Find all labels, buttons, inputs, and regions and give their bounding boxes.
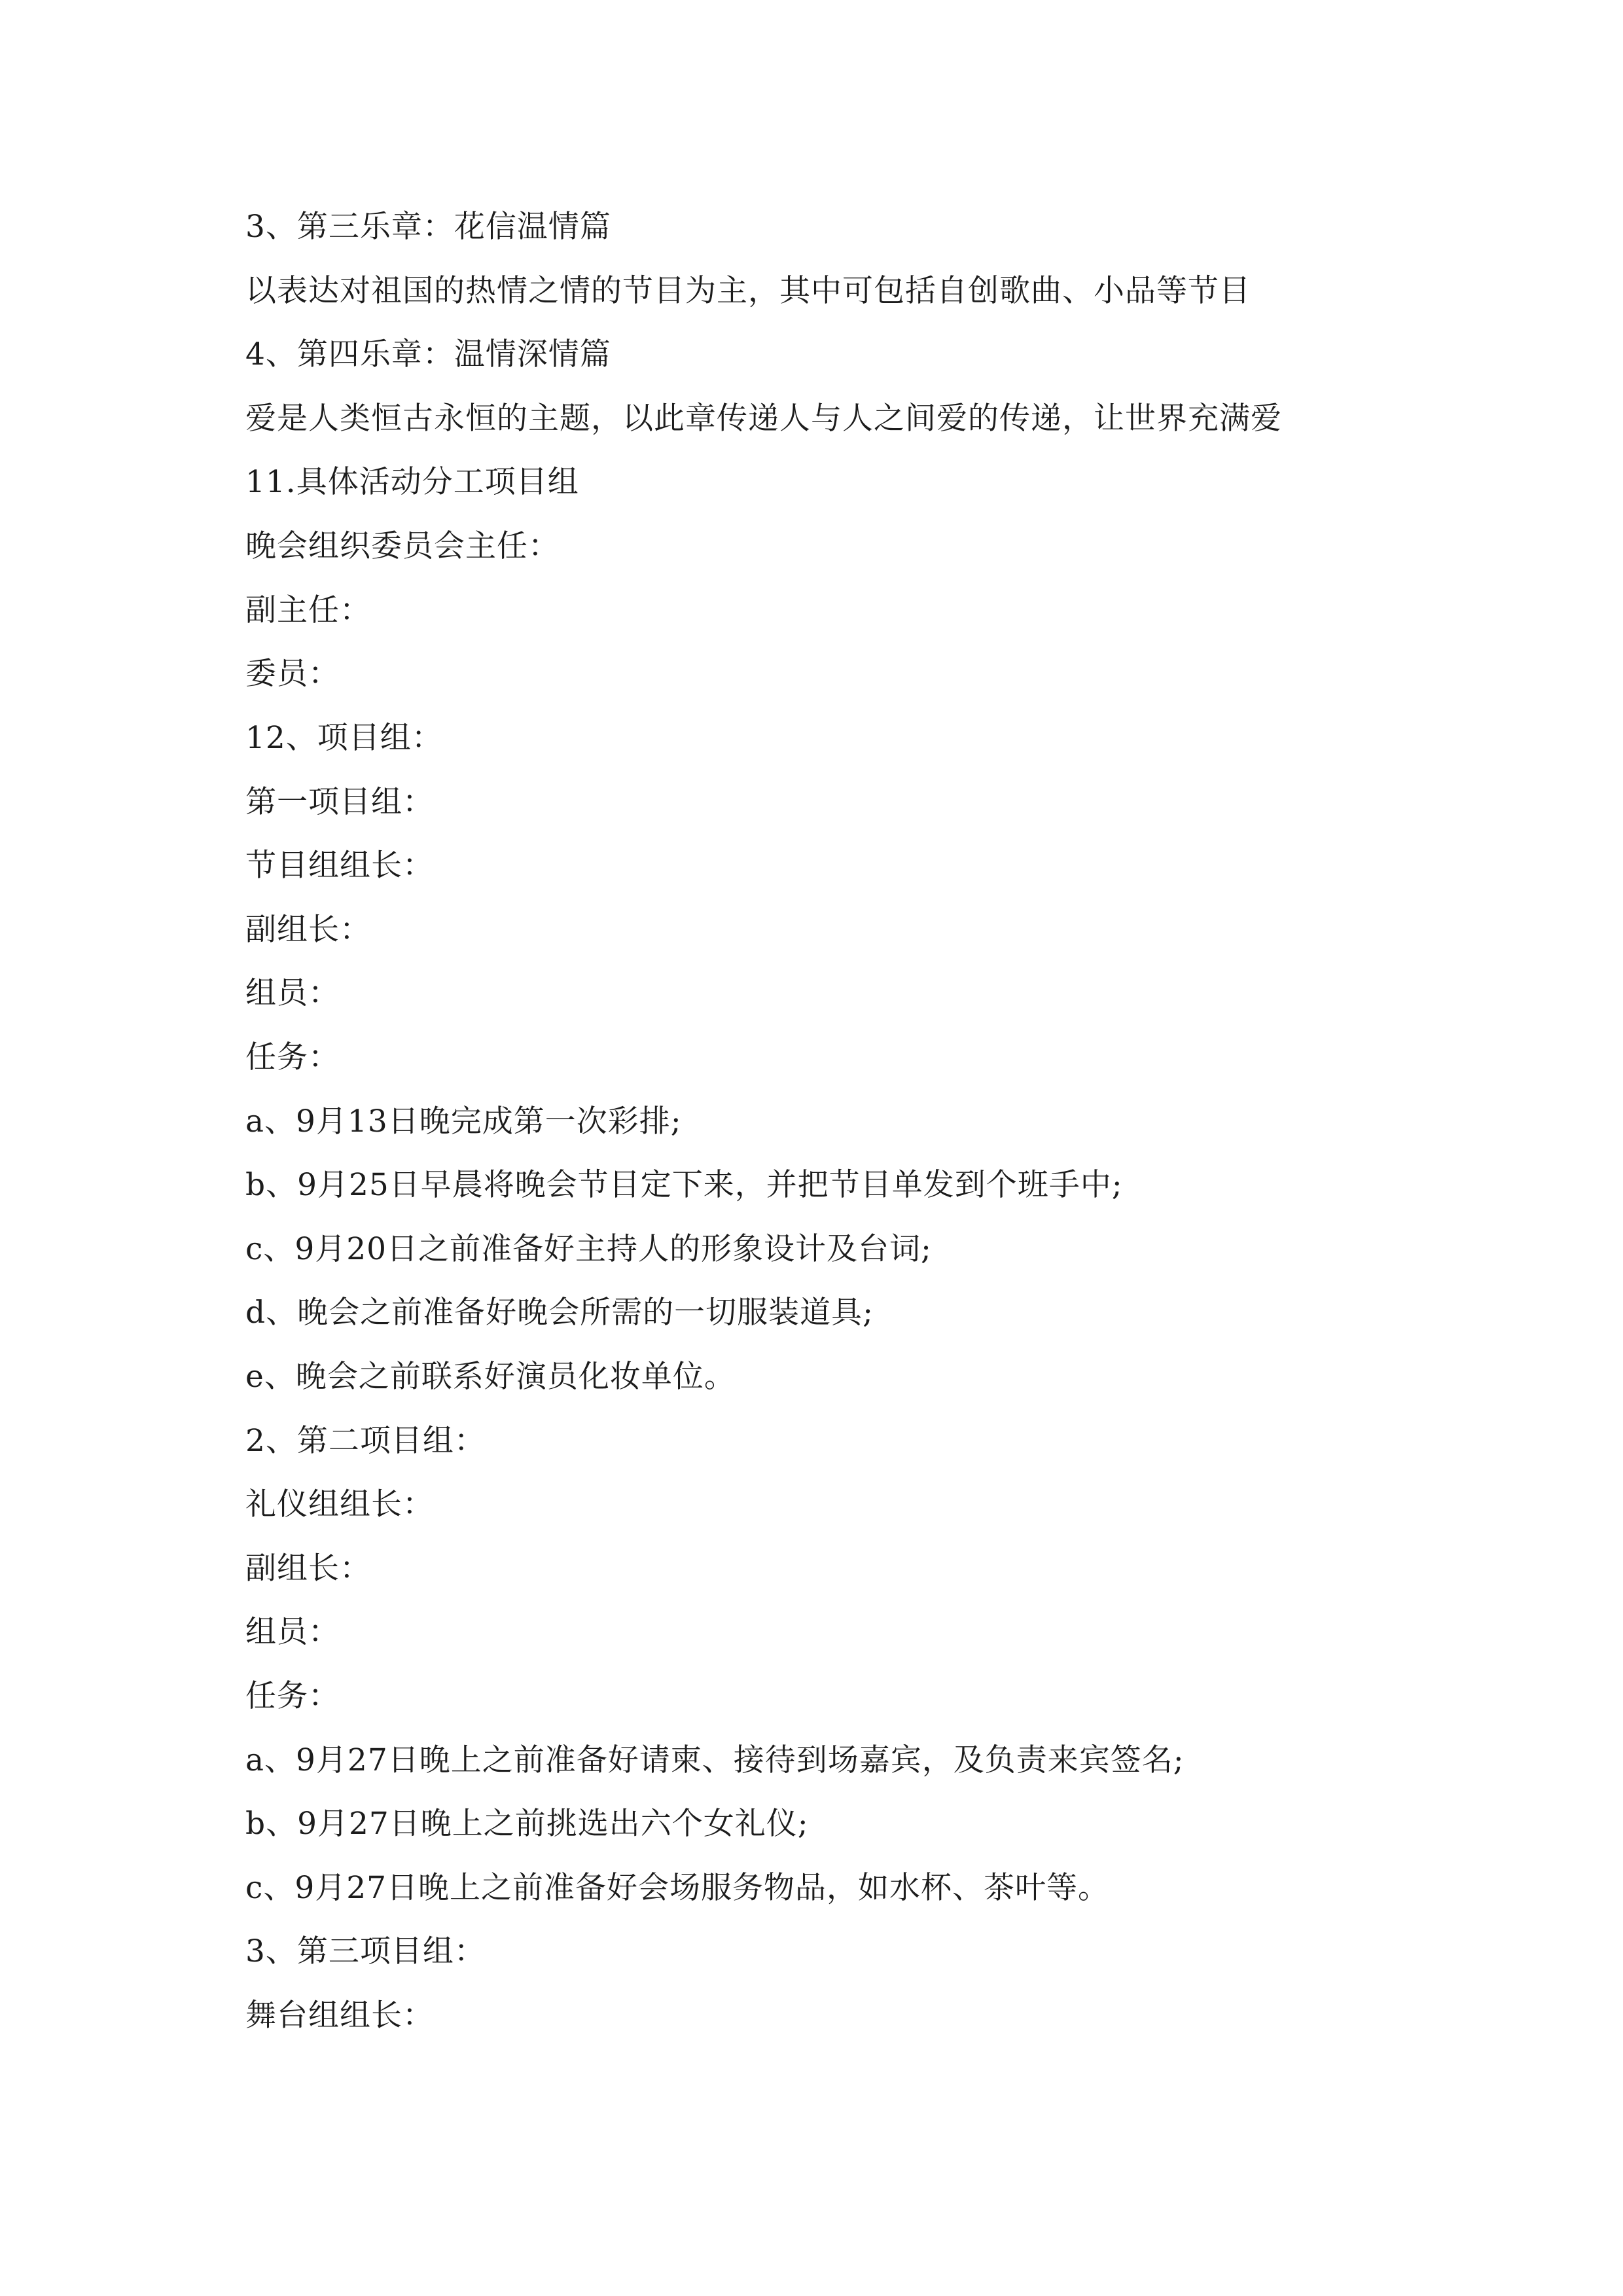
group-1-leader-line: 节目组组长： [245, 848, 434, 884]
group-1-members-line: 组员： [245, 975, 340, 1011]
group-1-task-e: e、晚会之前联系好演员化妆单位。 [245, 1359, 736, 1395]
group-2-task-b: b、9月27日晚上之前挑选出六个女礼仪; [245, 1806, 809, 1842]
group-1-task-d: d、晚会之前准备好晚会所需的一切服装道具; [245, 1295, 874, 1331]
group-1-task-c: c、9月20日之前准备好主持人的形象设计及台词; [245, 1231, 932, 1267]
committee-members-line: 委员： [245, 656, 340, 692]
group-1-task-a: a、9月13日晚完成第一次彩排; [245, 1103, 682, 1139]
group-1-task-b: b、9月25日早晨将晚会节目定下来，并把节目单发到个班手中; [245, 1167, 1123, 1203]
group-3-leader-line: 舞台组组长： [245, 1998, 434, 2034]
group-3-heading: 3、第三项目组： [245, 1933, 486, 1969]
section-heading-movement-3: 3、第三乐章：花信温情篇 [245, 209, 611, 245]
group-2-deputy-line: 副组长： [245, 1551, 371, 1587]
committee-director-line: 晚会组织委员会主任： [245, 528, 560, 564]
group-1-tasks-label: 任务： [245, 1039, 340, 1075]
group-2-tasks-label: 任务： [245, 1678, 340, 1714]
group-1-deputy-line: 副组长： [245, 912, 371, 948]
group-2-heading: 2、第二项目组： [245, 1423, 486, 1459]
group-2-task-c: c、9月27日晚上之前准备好会场服务物品，如水杯、茶叶等。 [245, 1870, 1110, 1906]
paragraph-movement-3: 以表达对祖国的热情之情的节目为主，其中可包括自创歌曲、小品等节目 [245, 273, 1251, 309]
paragraph-movement-4: 爱是人类恒古永恒的主题，以此章传递人与人之间爱的传递，让世界充满爱 [245, 401, 1282, 437]
section-heading-division: 11.具体活动分工项目组 [245, 464, 579, 500]
group-2-members-line: 组员： [245, 1614, 340, 1650]
group-1-heading: 第一项目组： [245, 784, 434, 820]
section-heading-movement-4: 4、第四乐章：温情深情篇 [245, 336, 611, 372]
group-2-leader-line: 礼仪组组长： [245, 1486, 434, 1522]
committee-deputy-line: 副主任： [245, 592, 371, 628]
section-heading-project-groups: 12、项目组： [245, 720, 443, 756]
group-2-task-a: a、9月27日晚上之前准备好请柬、接待到场嘉宾，及负责来宾签名; [245, 1742, 1185, 1778]
